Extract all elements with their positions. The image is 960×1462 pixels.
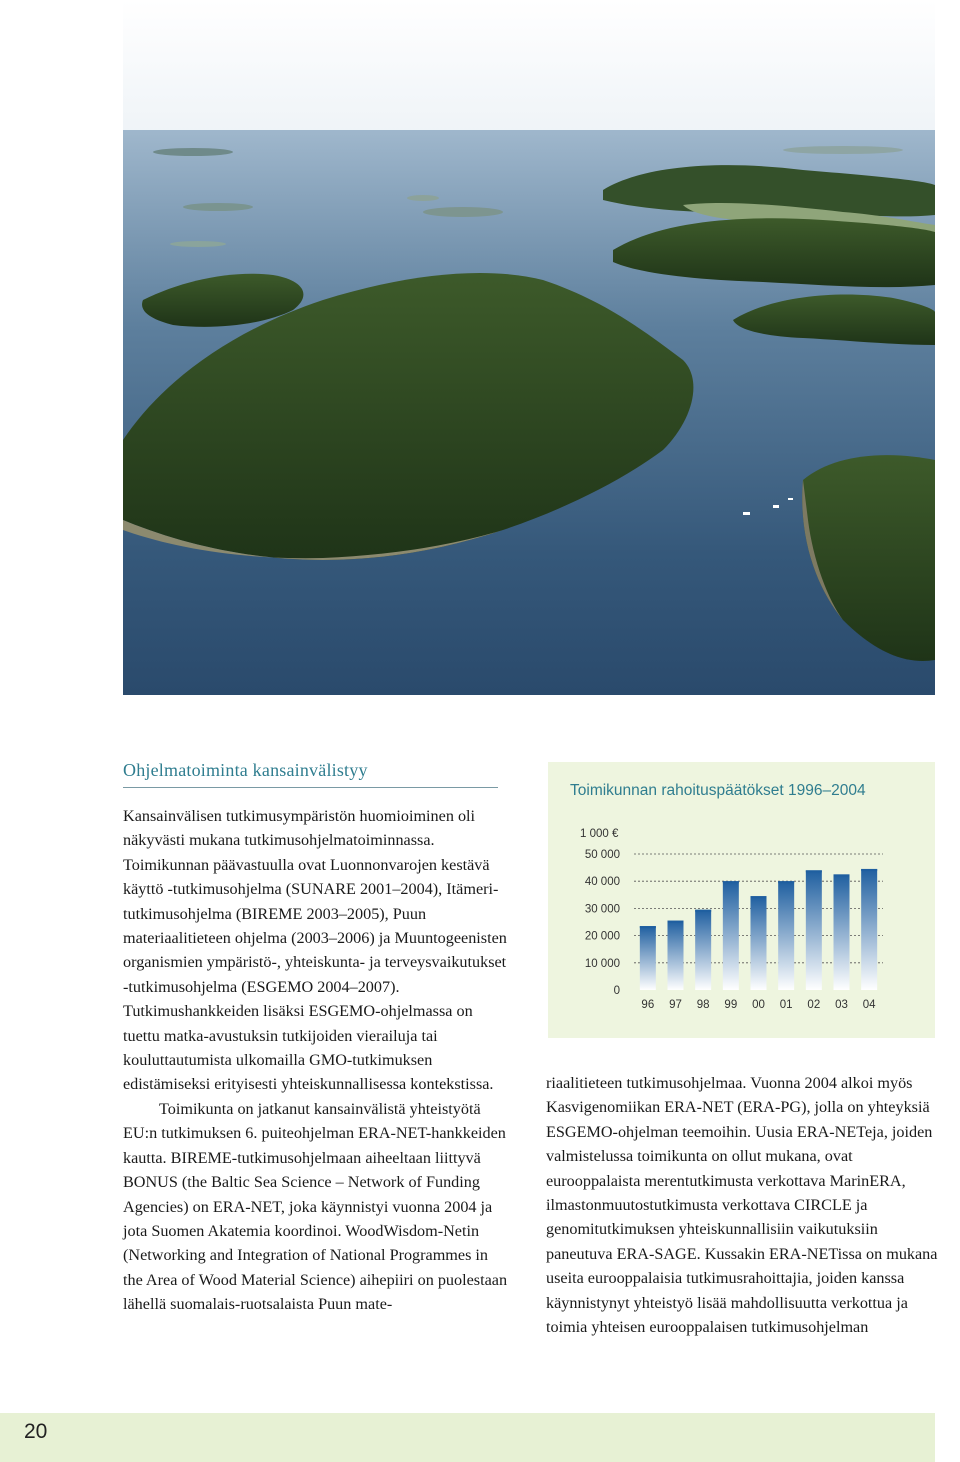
x-tick-label: 02 — [807, 999, 821, 1011]
left-text-column — [123, 804, 511, 1317]
y-tick-label: 50 000 — [584, 849, 620, 861]
right-text-column — [546, 1071, 938, 1339]
bar-97 — [668, 921, 684, 990]
bar-04 — [861, 869, 877, 990]
y-unit-label: 1 000 € — [580, 828, 619, 840]
bar-02 — [806, 870, 822, 990]
x-tick-label: 98 — [696, 999, 710, 1011]
bar-cap — [695, 910, 711, 912]
y-tick-label: 40 000 — [584, 876, 620, 889]
bar-01 — [778, 881, 794, 990]
page-number: 20 — [24, 1420, 48, 1443]
section-title: Ohjelmatoiminta kansainvälistyy — [123, 760, 498, 788]
bar-99 — [723, 881, 739, 990]
x-tick-label: 00 — [752, 999, 765, 1011]
x-tick-label: 03 — [835, 999, 848, 1011]
footer-band — [0, 1413, 935, 1462]
bar-cap — [834, 874, 850, 876]
bar-cap — [668, 921, 684, 923]
paragraph: Kansainvälisen tutkimusympäristön huomioiminen oli näkyvästi mukana tutkimusohjelmatoiminnassa. Toimikunnan päävastuulla ovat Luonnonvarojen kestävä käyttö -tutkimusohjelma (SUNARE 2001–2004), Itämeri-tutkimusohjelma (BIREME 2003–2005), Puun materiaalitieteen ohjelma (2003–2006) ja Muuntogeenisten organismien ympäristö-, yhteiskunta- ja terveysvaikutukset -tutkimusohjelma (ESGEMO 2004–2007). Tutkimushankkeiden lisäksi ESGEMO-ohjelmassa on tuettu matka-avustuksin tutkijoiden vierailuja tai kouluttautumista ulkomailla GMO-tutkimuksen edistämiseksi erityisesti yhteiskunnallisessa kontekstissa. — [123, 807, 507, 1094]
paragraph: riaalitieteen tutkimusohjelmaa. Vuonna 2004 alkoi myös Kasvigenomiikan ERA-NET (ERA-PG), jolla on yhteyksiä ESGEMO-ohjelman teemoihin. Uusia ERA-NETeja, joiden valmistelussa toimikunta on ollut mukana, ovat eurooppalaista merentutkimusta verkottava MarinERA, ilmastonmuutostutkimusta verkottava CIRCLE ja genomitutkimuksen yhteiskunnallisiin vaikutuksiin paneutuva ERA-SAGE. Kussakin ERA-NETissa on mukana useita eurooppalaisia tutkimusrahoittajia, joiden kanssa käynnistynyt yhteistyö lisää mahdollisuutta verkottua ja toimia yhteisen eurooppalaisen tutkimusohjelman — [546, 1074, 938, 1337]
x-tick-label: 97 — [669, 999, 682, 1011]
bar-cap — [806, 870, 822, 872]
funding-decisions-chart — [548, 762, 935, 1038]
bar-00 — [751, 896, 767, 990]
y-tick-label: 20 000 — [584, 930, 620, 943]
x-tick-label: 01 — [779, 999, 793, 1011]
chart-canvas — [548, 762, 935, 1038]
chart-title: Toimikunnan rahoituspäätökset 1996–2004 — [570, 782, 866, 799]
bar-cap — [778, 881, 794, 883]
x-tick-label: 04 — [862, 999, 876, 1011]
y-tick-label: 10 000 — [584, 957, 620, 970]
bar-98 — [695, 910, 711, 990]
x-tick-label: 99 — [724, 999, 738, 1011]
bar-96 — [640, 926, 656, 990]
bar-cap — [723, 881, 739, 883]
y-tick-label: 30 000 — [584, 903, 620, 916]
paragraph: Toimikunta on jatkanut kansainvälistä yhteistyötä EU:n tutkimuksen 6. puiteohjelman ERA-NET-hankkeiden kautta. BIREME-tutkimusohjelmaan aiheeltaan liittyvä BONUS (the Baltic Sea Science – Network of Funding Agencies) on ERA-NET, joka käynnistyi vuonna 2004 ja jota Suomen Akatemia koordinoi. WoodWisdom-Netin (Networking and Integration of National Programmes in the Area of Wood Material Science) aihepiiri on puolestaan lähellä suomalais-ruotsalaista Puun mate- — [123, 1099, 508, 1314]
bar-03 — [834, 874, 850, 990]
bar-cap — [861, 869, 877, 871]
bar-cap — [640, 926, 656, 928]
y-tick-label: 0 — [613, 985, 620, 997]
archipelago-aerial-photo — [123, 0, 935, 695]
bar-cap — [751, 896, 767, 898]
x-tick-label: 96 — [641, 999, 655, 1011]
